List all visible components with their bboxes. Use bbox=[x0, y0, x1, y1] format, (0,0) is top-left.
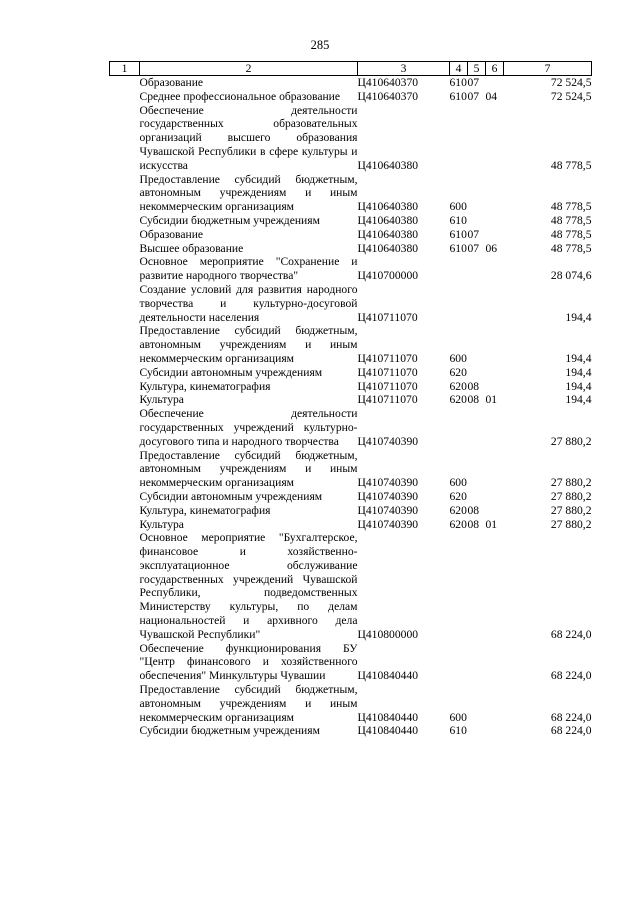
table-row bbox=[110, 683, 592, 724]
cell-rz: 08 bbox=[467, 379, 480, 393]
table-row bbox=[110, 228, 592, 242]
cell-name: Предоставление субсидий бюджетным, автономным учреждениям и иным некоммерческим организациям bbox=[139, 448, 358, 490]
cell-amount: 48 778,5 bbox=[550, 158, 592, 172]
cell-name: Культура, кинематография bbox=[139, 503, 271, 517]
cell-vr: 600 bbox=[449, 200, 467, 214]
cell-vr: 610 bbox=[449, 724, 467, 738]
cell-pr bbox=[486, 324, 504, 365]
cell-amount: 68 224,0 bbox=[550, 627, 592, 641]
cell-code: Ц410840440 bbox=[357, 669, 419, 683]
cell-rz: 07 bbox=[467, 227, 480, 241]
cell-rz bbox=[468, 449, 486, 490]
cell-amount: 28 074,6 bbox=[550, 269, 592, 283]
cell-pr bbox=[486, 531, 504, 641]
cell-name: Среднее профессиональное образование bbox=[139, 89, 341, 103]
cell-name: Предоставление субсидий бюджетным, автономным учреждениям и иным некоммерческим организациям bbox=[139, 683, 358, 724]
cell-name: Основное мероприятие "Сохранение и развитие народного творчества" bbox=[139, 255, 358, 283]
cell-pr bbox=[486, 504, 504, 518]
table-row bbox=[110, 490, 592, 504]
cell-rz bbox=[468, 531, 486, 641]
cell-rz: 08 bbox=[467, 503, 480, 517]
table-body bbox=[110, 76, 592, 739]
cell-amount: 68 224,0 bbox=[550, 669, 592, 683]
cell-pr bbox=[486, 76, 504, 90]
table-header bbox=[110, 62, 592, 76]
cell-code: Ц410840440 bbox=[357, 724, 419, 738]
cell-name: Предоставление субсидий бюджетным, автономным учреждениям и иным некоммерческим организациям bbox=[139, 324, 358, 365]
cell-amount: 194,4 bbox=[565, 351, 592, 365]
cell-vr bbox=[450, 531, 468, 641]
cell-pr: 04 bbox=[485, 89, 498, 103]
table-row bbox=[110, 242, 592, 256]
cell-pr: 06 bbox=[485, 241, 498, 255]
cell-code: Ц410640380 bbox=[357, 241, 419, 255]
table-row bbox=[110, 324, 592, 365]
cell-amount: 68 224,0 bbox=[550, 710, 592, 724]
table-row bbox=[110, 76, 592, 90]
cell-vr: 610 bbox=[449, 227, 467, 241]
table-row bbox=[110, 449, 592, 490]
cell-vr bbox=[450, 283, 468, 324]
cell-rz bbox=[468, 407, 486, 448]
cell-amount: 27 880,2 bbox=[550, 476, 592, 490]
table-row bbox=[110, 90, 592, 104]
cell-pr bbox=[486, 407, 504, 448]
cell-amount: 68 224,0 bbox=[550, 724, 592, 738]
cell-amount: 27 880,2 bbox=[550, 503, 592, 517]
cell-blank bbox=[110, 255, 140, 283]
cell-vr: 610 bbox=[449, 76, 467, 89]
cell-blank bbox=[110, 449, 140, 490]
cell-amount: 194,4 bbox=[565, 365, 592, 379]
cell-amount: 194,4 bbox=[565, 310, 592, 324]
cell-blank bbox=[110, 90, 140, 104]
table-row bbox=[110, 255, 592, 283]
cell-code: Ц410640380 bbox=[357, 200, 419, 214]
cell-blank bbox=[110, 393, 140, 407]
cell-amount: 48 778,5 bbox=[550, 213, 592, 227]
cell-code: Ц410740390 bbox=[357, 503, 419, 517]
cell-vr: 600 bbox=[449, 476, 467, 490]
cell-vr: 620 bbox=[449, 365, 467, 379]
cell-amount: 72 524,5 bbox=[550, 76, 592, 89]
cell-amount: 48 778,5 bbox=[550, 227, 592, 241]
cell-pr bbox=[486, 366, 504, 380]
cell-vr: 600 bbox=[449, 351, 467, 365]
cell-rz bbox=[468, 283, 486, 324]
cell-name: Культура, кинематография bbox=[139, 379, 271, 393]
cell-amount: 27 880,2 bbox=[550, 434, 592, 448]
cell-rz: 07 bbox=[467, 76, 480, 89]
cell-vr: 610 bbox=[449, 89, 467, 103]
cell-code: Ц410640380 bbox=[357, 213, 419, 227]
cell-amount: 27 880,2 bbox=[550, 489, 592, 503]
cell-blank bbox=[110, 324, 140, 365]
cell-code: Ц410711070 bbox=[357, 310, 418, 324]
table-row bbox=[110, 214, 592, 228]
cell-amount: 27 880,2 bbox=[550, 517, 592, 531]
cell-rz: 08 bbox=[467, 393, 480, 407]
cell-blank bbox=[110, 366, 140, 380]
table-row bbox=[110, 642, 592, 683]
cell-blank bbox=[110, 283, 140, 324]
table-row bbox=[110, 173, 592, 214]
cell-code: Ц410740390 bbox=[357, 489, 419, 503]
cell-name: Обеспечение деятельности государственных учреждений культурно-досугового типа и народного творчества bbox=[139, 407, 358, 448]
cell-blank bbox=[110, 504, 140, 518]
cell-name: Субсидии автономным учреждениям bbox=[139, 489, 323, 503]
cell-amount: 194,4 bbox=[565, 393, 592, 407]
cell-vr: 600 bbox=[449, 710, 467, 724]
cell-code: Ц410640370 bbox=[357, 89, 419, 103]
cell-name: Субсидии бюджетным учреждениям bbox=[139, 724, 320, 738]
cell-rz: 07 bbox=[467, 89, 480, 103]
header-col-4: 4 bbox=[450, 62, 468, 76]
cell-vr bbox=[450, 407, 468, 448]
header-row bbox=[110, 62, 592, 76]
cell-pr bbox=[486, 683, 504, 724]
cell-vr bbox=[450, 642, 468, 683]
cell-pr bbox=[486, 283, 504, 324]
cell-vr: 620 bbox=[449, 379, 467, 393]
cell-blank bbox=[110, 642, 140, 683]
cell-rz bbox=[468, 490, 486, 504]
table-row bbox=[110, 504, 592, 518]
header-col-1: 1 bbox=[110, 62, 140, 76]
cell-vr: 620 bbox=[449, 489, 467, 503]
cell-rz bbox=[468, 104, 486, 173]
header-col-3: 3 bbox=[358, 62, 450, 76]
cell-code: Ц410640370 bbox=[357, 76, 419, 89]
page-number: 285 bbox=[310, 38, 330, 52]
cell-rz bbox=[468, 214, 486, 228]
cell-name: Обеспечение функционирования БУ "Центр финансового и хозяйственного обеспечения" Минкультуры Чувашии bbox=[139, 641, 358, 683]
cell-rz bbox=[468, 724, 486, 738]
table-row bbox=[110, 104, 592, 173]
cell-pr bbox=[486, 255, 504, 283]
cell-name: Субсидии автономным учреждениям bbox=[139, 365, 323, 379]
cell-pr bbox=[486, 228, 504, 242]
header-col-7: 7 bbox=[504, 62, 592, 76]
cell-pr bbox=[486, 104, 504, 173]
cell-rz bbox=[468, 173, 486, 214]
table-row bbox=[110, 724, 592, 738]
cell-blank bbox=[110, 76, 140, 90]
cell-blank bbox=[110, 407, 140, 448]
cell-blank bbox=[110, 724, 140, 738]
table-row bbox=[110, 407, 592, 448]
cell-rz: 08 bbox=[467, 517, 480, 531]
header-col-2: 2 bbox=[140, 62, 358, 76]
cell-rz bbox=[468, 324, 486, 365]
cell-pr bbox=[486, 642, 504, 683]
cell-code: Ц410800000 bbox=[357, 627, 419, 641]
cell-vr bbox=[450, 104, 468, 173]
cell-code: Ц410740390 bbox=[357, 476, 419, 490]
cell-name: Основное мероприятие "Бухгалтерское, финансовое и хозяйственно-эксплуатационное обслуживание государственных учреждений Чувашской Республики, подведомственных Министерству культуры, по делам национальностей и архивного дела Чувашской Республики" bbox=[139, 531, 358, 641]
cell-amount: 72 524,5 bbox=[550, 89, 592, 103]
cell-code: Ц410740390 bbox=[357, 517, 419, 531]
cell-blank bbox=[110, 683, 140, 724]
cell-amount: 48 778,5 bbox=[550, 241, 592, 255]
table-row bbox=[110, 518, 592, 532]
cell-name: Культура bbox=[139, 393, 184, 407]
cell-name: Субсидии бюджетным учреждениям bbox=[139, 213, 320, 227]
cell-name: Создание условий для развития народного творчества и культурно-досуговой деятельности населения bbox=[139, 282, 358, 324]
cell-blank bbox=[110, 228, 140, 242]
cell-vr bbox=[450, 255, 468, 283]
cell-pr bbox=[486, 173, 504, 214]
cell-pr: 01 bbox=[485, 393, 498, 407]
cell-blank bbox=[110, 490, 140, 504]
header-col-6: 6 bbox=[486, 62, 504, 76]
cell-name: Образование bbox=[139, 76, 204, 89]
cell-rz bbox=[468, 642, 486, 683]
cell-rz bbox=[468, 683, 486, 724]
cell-code: Ц410700000 bbox=[357, 269, 419, 283]
cell-blank bbox=[110, 214, 140, 228]
cell-pr bbox=[486, 214, 504, 228]
cell-name: Предоставление субсидий бюджетным, автономным учреждениям и иным некоммерческим организациям bbox=[139, 172, 358, 214]
cell-name: Образование bbox=[139, 227, 204, 241]
table-row bbox=[110, 531, 592, 641]
cell-blank bbox=[110, 518, 140, 532]
header-col-5: 5 bbox=[468, 62, 486, 76]
cell-code: Ц410711070 bbox=[357, 393, 418, 407]
cell-vr: 620 bbox=[449, 503, 467, 517]
cell-name: Обеспечение деятельности государственных образовательных организаций высшего образования Чувашской Республики в сфере культуры и искусства bbox=[139, 103, 358, 172]
table-row bbox=[110, 380, 592, 394]
table-row bbox=[110, 366, 592, 380]
cell-blank bbox=[110, 531, 140, 641]
cell-name: Высшее образование bbox=[139, 241, 244, 255]
cell-pr bbox=[486, 490, 504, 504]
cell-code: Ц410711070 bbox=[357, 365, 418, 379]
cell-rz: 07 bbox=[467, 241, 480, 255]
cell-code: Ц410711070 bbox=[357, 351, 418, 365]
cell-amount: 48 778,5 bbox=[550, 200, 592, 214]
cell-vr: 610 bbox=[449, 213, 467, 227]
cell-code: Ц410840440 bbox=[357, 710, 419, 724]
cell-vr: 610 bbox=[449, 241, 467, 255]
cell-code: Ц410740390 bbox=[357, 434, 419, 448]
cell-name: Культура bbox=[139, 517, 184, 531]
cell-blank bbox=[110, 380, 140, 394]
cell-code: Ц410711070 bbox=[357, 379, 418, 393]
table-row bbox=[110, 393, 592, 407]
cell-blank bbox=[110, 173, 140, 214]
cell-blank bbox=[110, 242, 140, 256]
cell-amount: 194,4 bbox=[565, 379, 592, 393]
budget-table bbox=[109, 61, 592, 738]
cell-pr bbox=[486, 724, 504, 738]
cell-pr bbox=[486, 380, 504, 394]
cell-rz bbox=[468, 255, 486, 283]
cell-pr: 01 bbox=[485, 517, 498, 531]
cell-rz bbox=[468, 366, 486, 380]
cell-vr: 620 bbox=[449, 517, 467, 531]
cell-code: Ц410640380 bbox=[357, 227, 419, 241]
cell-pr bbox=[486, 449, 504, 490]
cell-code: Ц410640380 bbox=[357, 158, 419, 172]
table-row bbox=[110, 283, 592, 324]
cell-blank bbox=[110, 104, 140, 173]
cell-vr: 620 bbox=[449, 393, 467, 407]
